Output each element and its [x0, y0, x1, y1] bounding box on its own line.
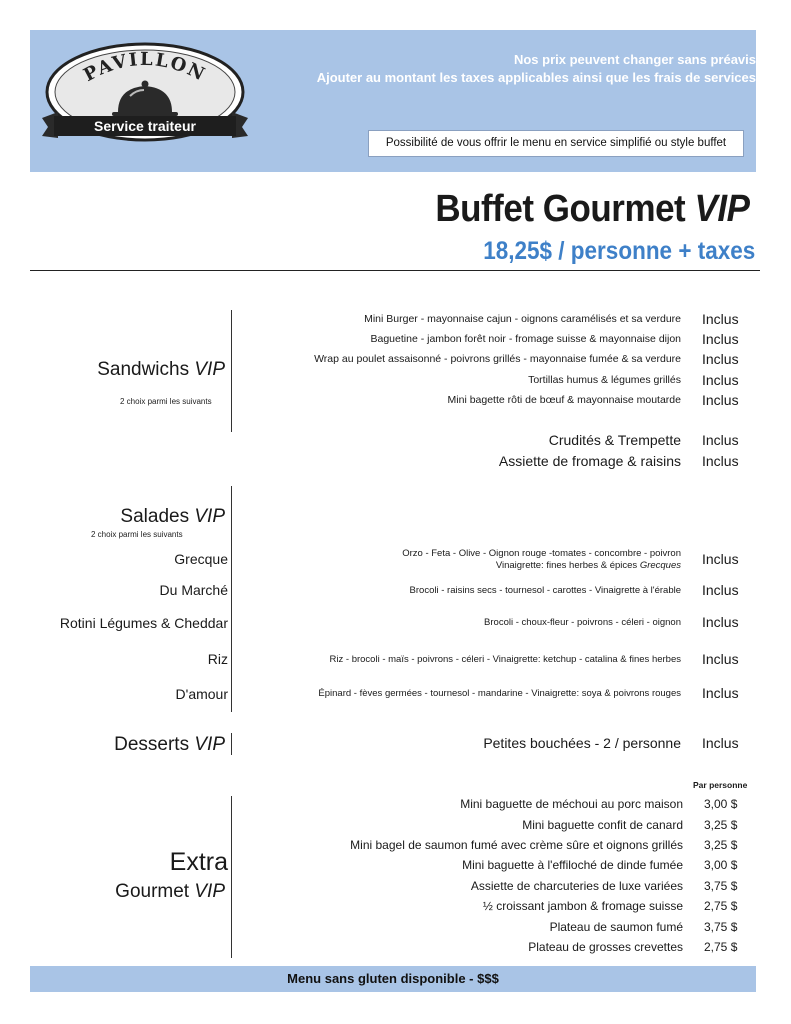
dessert-separator: [231, 733, 232, 755]
extra-price: 3,75 $: [704, 879, 738, 893]
svg-text:PAVILLON: PAVILLON: [80, 48, 210, 87]
salad-description: Riz - brocoli - maïs - poivrons - céleri - Vinaigrette: ketchup - catalina & fines herbes: [329, 654, 681, 665]
salad-section-title: Salades VIP: [120, 506, 225, 527]
sandwich-section-title: Sandwichs VIP: [97, 359, 225, 380]
salad-separator: [231, 486, 232, 712]
sandwich-item-status: Inclus: [702, 372, 739, 388]
taxes-notice: Ajouter au montant les taxes applicables ainsi que les frais de services: [316, 70, 756, 85]
price-column-header: Par personne: [693, 780, 748, 790]
extra-item: Mini baguette confit de canard: [522, 818, 683, 832]
extra-item: Assiette de charcuteries de luxe variées: [470, 879, 683, 893]
extra-price: 3,00 $: [704, 858, 738, 872]
page-title: Buffet Gourmet VIP: [434, 188, 749, 230]
extra-item: Plateau de grosses crevettes: [528, 940, 683, 954]
cheese-platter-status: Inclus: [702, 453, 739, 469]
extra-price: 3,25 $: [704, 838, 738, 852]
salad-dressing: Vinaigrette: fines herbes & épices Grecques: [495, 560, 681, 571]
extra-section-title: Extra: [169, 848, 228, 876]
salad-status: Inclus: [702, 685, 739, 701]
pavillon-logo: [40, 40, 250, 146]
extra-price: 3,75 $: [704, 920, 738, 934]
salad-name: Du Marché: [159, 582, 228, 598]
extra-price: 2,75 $: [704, 899, 738, 913]
salad-status: Inclus: [702, 651, 739, 667]
sandwich-separator: [231, 310, 232, 432]
sandwich-item: Tortillas humus & légumes grillés: [528, 374, 681, 386]
sandwich-item: Baguetine - jambon forêt noir - fromage suisse & mayonnaise dijon: [370, 333, 681, 345]
extra-item: Mini baguette de méchoui au porc maison: [460, 797, 683, 811]
dessert-item: Petites bouchées - 2 / personne: [483, 735, 681, 751]
cheese-platter-item: Assiette de fromage & raisins: [498, 453, 681, 469]
extra-section-subtitle: Gourmet VIP: [115, 881, 225, 902]
sandwich-item-status: Inclus: [702, 311, 739, 327]
extra-price: 3,25 $: [704, 818, 738, 832]
sandwich-item-status: Inclus: [702, 331, 739, 347]
extra-item: Plateau de saumon fumé: [549, 920, 683, 934]
salad-status: Inclus: [702, 551, 739, 567]
crudites-item: Crudités & Trempette: [548, 432, 681, 448]
title-divider: [30, 270, 760, 271]
gluten-free-note: Menu sans gluten disponible - $$$: [287, 971, 499, 986]
extra-item: ½ croissant jambon & fromage suisse: [482, 899, 683, 913]
svg-text:Service traiteur: Service traiteur: [94, 118, 196, 134]
dessert-section-title: Desserts VIP: [114, 734, 225, 755]
sandwich-item-status: Inclus: [702, 351, 739, 367]
dessert-status: Inclus: [702, 735, 739, 751]
salad-status: Inclus: [702, 582, 739, 598]
salad-description: Brocoli - raisins secs - tournesol - carottes - Vinaigrette à l'érable: [409, 585, 681, 596]
sandwich-choice-note: 2 choix parmi les suivants: [120, 397, 212, 406]
extra-item: Mini bagel de saumon fumé avec crème sûre et oignons grillés: [350, 838, 683, 852]
salad-description: Orzo - Feta - Olive - Oignon rouge -tomates - concombre - poivron: [402, 548, 681, 559]
sandwich-item-status: Inclus: [702, 392, 739, 408]
salad-name: Grecque: [174, 551, 228, 567]
crudites-status: Inclus: [702, 432, 739, 448]
salad-name: Rotini Légumes & Cheddar: [59, 615, 228, 631]
salad-status: Inclus: [702, 614, 739, 630]
extra-separator: [231, 796, 232, 958]
salad-name: Riz: [207, 651, 228, 667]
sandwich-item: Mini bagette rôti de bœuf & mayonnaise moutarde: [447, 394, 681, 406]
salad-name: D'amour: [175, 686, 228, 702]
sandwich-item: Wrap au poulet assaisonné - poivrons grillés - mayonnaise fumée & sa verdure: [314, 353, 681, 365]
service-style-note: Possibilité de vous offrir le menu en service simplifié ou style buffet: [368, 130, 744, 157]
extra-price: 3,00 $: [704, 797, 738, 811]
price-change-notice: Nos prix peuvent changer sans préavis: [513, 52, 756, 67]
extra-price: 2,75 $: [704, 940, 738, 954]
salad-choice-note: 2 choix parmi les suivants: [91, 530, 183, 539]
price-per-person: 18,25$ / personne + taxes: [482, 237, 755, 265]
sandwich-item: Mini Burger - mayonnaise cajun - oignons caramélisés et sa verdure: [364, 313, 681, 325]
salad-description: Épinard - fèves germées - tournesol - mandarine - Vinaigrette: soya & poivrons rouges: [318, 688, 681, 699]
extra-item: Mini baguette à l'effiloché de dinde fumée: [462, 858, 683, 872]
salad-description: Brocoli - choux-fleur - poivrons - céleri - oignon: [484, 617, 681, 628]
